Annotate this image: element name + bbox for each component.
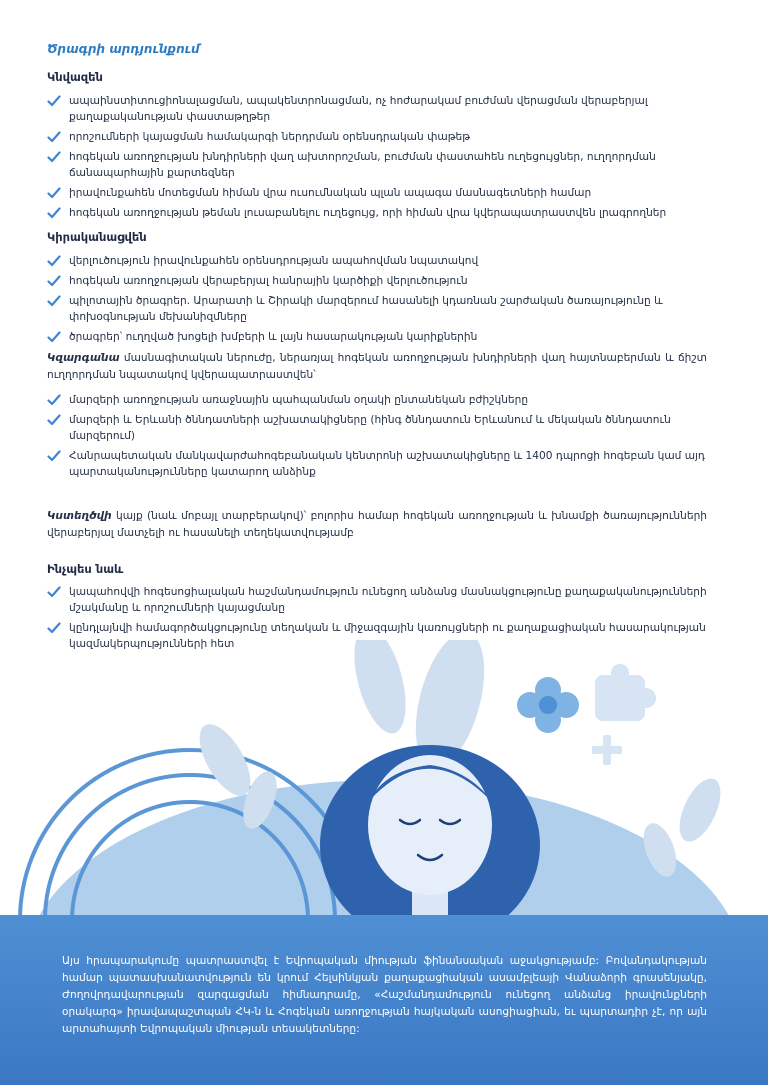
checkmark-icon [47,254,61,268]
checkmark-icon [47,186,61,200]
paragraph-trained [47,350,707,384]
list-item [47,392,707,408]
list-item-text: մարզերի առողջության առաջնային պահպանման օղակի ընտանեկան բժիշկները [69,394,529,406]
list-item [47,412,707,444]
heading-implemented: Կիրականացվեն [47,230,147,244]
paragraph-lead: Կզարգանա [47,352,120,364]
list-item-text: վերլուծություն իրավունքահեն օրենսդրության ապահովման նպատակով [69,255,479,267]
list-reduced [47,93,707,225]
flower-icon [517,677,579,733]
checkmark-icon [47,393,61,407]
paragraph-lead: Կստեղծվի [47,510,112,522]
list-implemented [47,253,707,349]
woman-figure [320,745,540,920]
list-item [47,149,707,181]
checkmark-icon [47,330,61,344]
list-item-text: կապահովվի հոգեսոցիալական հաշմանդամություն ունեցող անձանց մասնակցությունը քաղաքականությունների մշակմանը և որոշումների կայացմանը [69,586,707,614]
list-item [47,448,707,480]
list-item [47,253,707,269]
paragraph-text: մասնագիտական ներուժը, ներառյալ հոգեկան առողջության խնդիրների վաղ հայտնաբերման և ճիշտ ուղղորդման նպատակով կվերապատրաստվեն՝ [47,352,707,381]
checkmark-icon [47,130,61,144]
list-item [47,129,707,145]
list-item-text: ծրագրեր՝ ուղղված խոցելի խմբերի և լայն հասարակության կարիքներին [69,331,478,343]
disclaimer-text: Այս հրապարակումը պատրաստվել է Եվրոպական միության ֆինանսական աջակցությամբ: Բովանդակության համար պատասխանատվություն են կրում Հելսինկյան քաղաքացիական ասամբլեայի Վանաձորի գրասենյակը, Ժողովրդավարության զարգացման հիմնադրամը, «Հաշմանդամություն ունեցող անձանց իրավունքների օրակարգ» իրավապաշտպան ՀԿ-ն և Հոգեկան առողջության հայկական ասոցիացիան, եւ պարտադիր չէ, որ այն արտահայտի Եվրոպական միության տեսակետները: [62,955,707,1035]
list-item-text: իրավունքահեն մոտեցման հիման վրա ուսումնական պլան ապագա մասնագետների համար [69,187,592,199]
checkmark-icon [47,585,61,599]
list-item [47,273,707,289]
list-item [47,205,707,221]
heading-reduced: Կնվազեն [47,70,103,84]
list-item [47,185,707,201]
list-item [47,584,707,616]
list-item-text: ապաինստիտուցիոնալացման, ապակենտրոնացման, ոչ հոժարակամ բուժման վերացման վերաբերյալ քաղաքականության փաստաթղթեր [69,95,648,123]
checkmark-icon [47,94,61,108]
section-title: Ծրագրի արդյունքում [47,42,200,56]
list-trained [47,392,707,484]
checkmark-icon [47,621,61,635]
checkmark-icon [47,206,61,220]
list-item-text: որոշումների կայացման համակարգի ներդրման օրենսդրական փաթեթ [69,131,471,143]
list-item-text: հոգեկան առողջության թեման լուսաբանելու ուղեցույց, որի հիման վրա կվերապատրաստվեն լրագրողներ [69,207,667,219]
checkmark-icon [47,274,61,288]
list-item [47,93,707,125]
list-item-text: Հանրապետական մանկավարժահոգեբանական կենտրոնի աշխատակիցները և 1400 դպրոցի հոգեբան կամ այդ պարտականությունները կատարող անձինք [69,450,705,478]
puzzle-icon [595,664,656,721]
illustration-mental-health [0,640,768,920]
list-item-text: կընդլայնվի համագործակցությունը տեղական և միջազգային կառույցների ու քաղաքացիական հասարակության կազմակերպությունների հետ [69,622,706,650]
checkmark-icon [47,413,61,427]
list-item-text: պիլոտային ծրագրեր. Արարատի և Շիրակի մարզերում հասանելի կդառնան շարժական ծառայությունը և փոխօգնության մեխանիզմները [69,295,663,323]
paragraph-text: կայք (նաև մոբայլ տարբերակով)՝ բոլորիս համար հոգեկան առողջության և խնամքի ծառայությունների վերաբերյալ մատչելի ու հասանելի տեղեկատվությամբ [47,510,707,539]
checkmark-icon [47,150,61,164]
list-item-text: հոգեկան առողջության խնդիրների վաղ ախտորոշման, բուժման փաստահեն ուղեցույցներ, ուղղորդման ճանապարհային քարտեզներ [69,151,656,179]
list-item-text: մարզերի և Երևանի ծննդատների աշխատակիցները (հինգ ծննդատուն Երևանում և մեկական ծննդատուն մարզերում) [69,414,671,442]
list-item [47,293,707,325]
list-item-text: հոգեկան առողջության վերաբերյալ հանրային կարծիքի վերլուծություն [69,275,468,287]
checkmark-icon [47,294,61,308]
plus-icon [592,735,622,765]
list-item [47,329,707,345]
footer-disclaimer [0,915,768,1085]
paragraph-site [47,508,707,542]
heading-also: Ինչպես նաև [47,562,124,576]
checkmark-icon [47,449,61,463]
